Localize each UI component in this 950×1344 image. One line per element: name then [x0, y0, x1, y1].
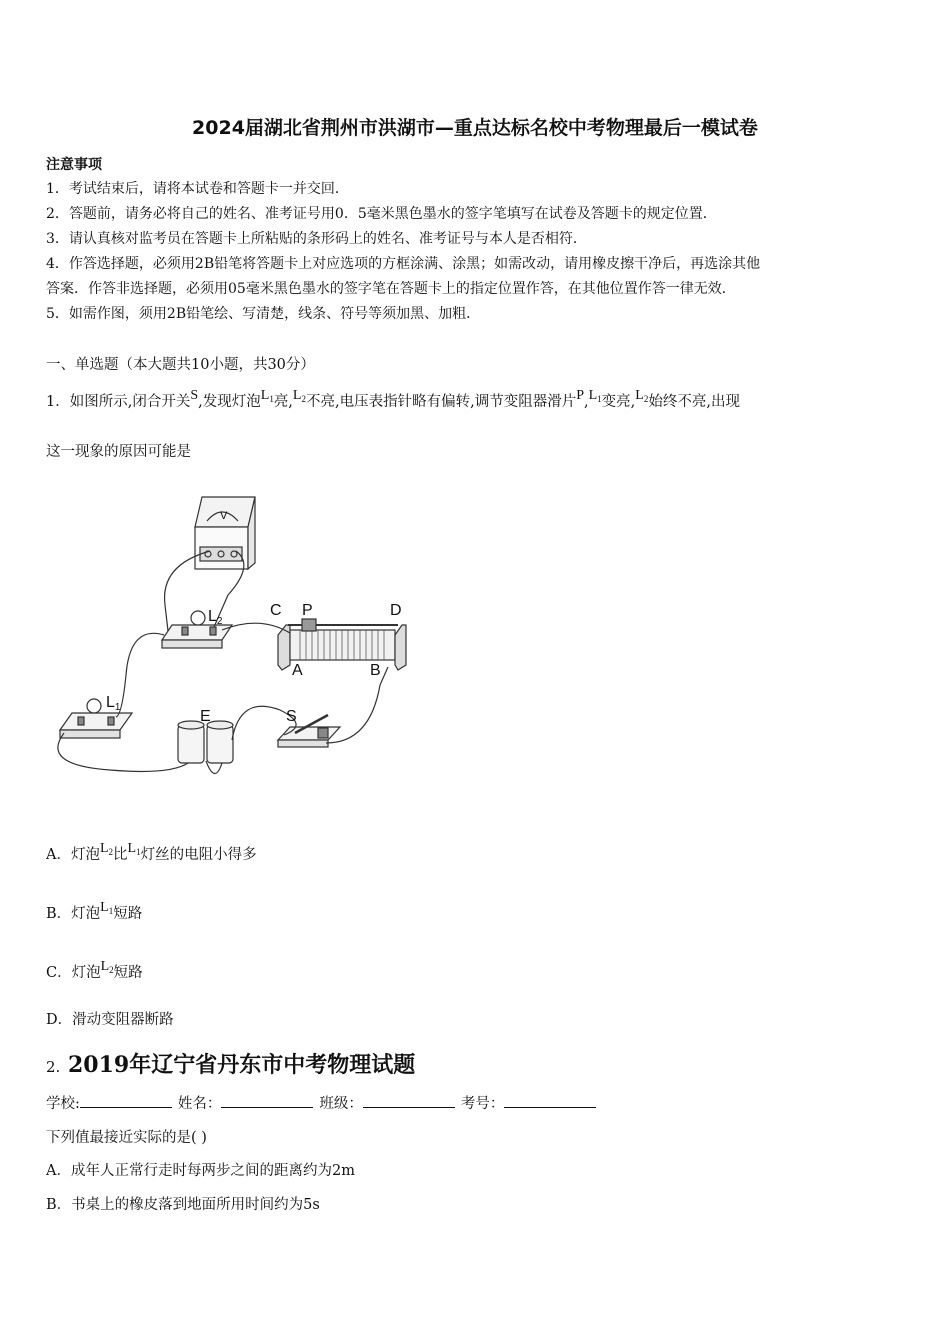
label-e: E	[200, 708, 211, 725]
page-title: 2024届湖北省荆州市洪湖市—重点达标名校中考物理最后一模试卷	[192, 117, 758, 139]
note-item: 答案．作答非选择题，必须用05毫米黑色墨水的签字笔在答题卡上的指定位置作答，在其他位置作答一律无效．	[46, 281, 736, 297]
note-item: 5．如需作图，须用2B铅笔绘、写清楚，线条、符号等须加黑、加粗．	[46, 306, 481, 322]
note-item: 1．考试结束后，请将本试卷和答题卡一并交回．	[46, 181, 349, 197]
option-b: B．灯泡$L_1$短路	[46, 900, 143, 922]
label-a: A	[292, 662, 303, 679]
option-d: D．滑动变阻器断路	[46, 1012, 174, 1028]
question-1-line-2: 这一现象的原因可能是	[46, 444, 191, 460]
question-2-option-a: A．成年人正常行走时每两步之间的距离约为2m	[46, 1163, 355, 1179]
student-info-line: 学校: 姓名： 班级： 考号：	[46, 1092, 602, 1113]
exam-number-blank[interactable]	[504, 1093, 596, 1108]
label-d: D	[390, 602, 402, 619]
class-blank[interactable]	[363, 1093, 455, 1108]
note-item: 2．答题前，请务必将自己的姓名、准考证号用0．5毫米黑色墨水的签字笔填写在试卷及答题卡的规定位置．	[46, 206, 717, 222]
label-b: B	[370, 662, 381, 679]
svg-text:L1: L1	[106, 694, 121, 713]
option-c: C．灯泡$L_2$短路	[46, 959, 143, 981]
svg-text:L2: L2	[208, 608, 223, 627]
name-blank[interactable]	[221, 1093, 313, 1108]
question-2-title: 2. 2019年辽宁省丹东市中考物理试题	[46, 1052, 416, 1078]
question-1-line-1: 1．如图所示,闭合开关S,发现灯泡$L_1$亮$,L_2$不亮,电压表指针略有偏转,调节变阻器滑片$P,L_1$变亮$,L_2$始终不亮,出现	[46, 388, 740, 410]
question-2-option-b: B．书桌上的橡皮落到地面所用时间约为5s	[46, 1197, 320, 1213]
question-2-stem: 下列值最接近实际的是( )	[46, 1130, 207, 1146]
school-blank[interactable]	[80, 1093, 172, 1108]
section-heading: 一、单选题（本大题共10小题，共30分）	[46, 357, 315, 373]
note-item: 4．作答选择题，必须用2B铅笔将答题卡上对应选项的方框涂满、涂黑；如需改动，请用橡皮擦干净后，再选涂其他	[46, 256, 761, 272]
label-p: P	[302, 602, 313, 619]
label-c: C	[270, 602, 282, 619]
note-item: 3．请认真核对监考员在答题卡上所粘贴的条形码上的姓名、准考证号与本人是否相符．	[46, 231, 587, 247]
notes-heading: 注意事项	[46, 157, 102, 173]
circuit-figure	[50, 485, 420, 785]
voltmeter-label: V	[220, 510, 228, 522]
label-s: S	[286, 708, 297, 725]
option-a: A．灯泡$L_2$比$L_1$灯丝的电阻小得多	[46, 841, 257, 863]
